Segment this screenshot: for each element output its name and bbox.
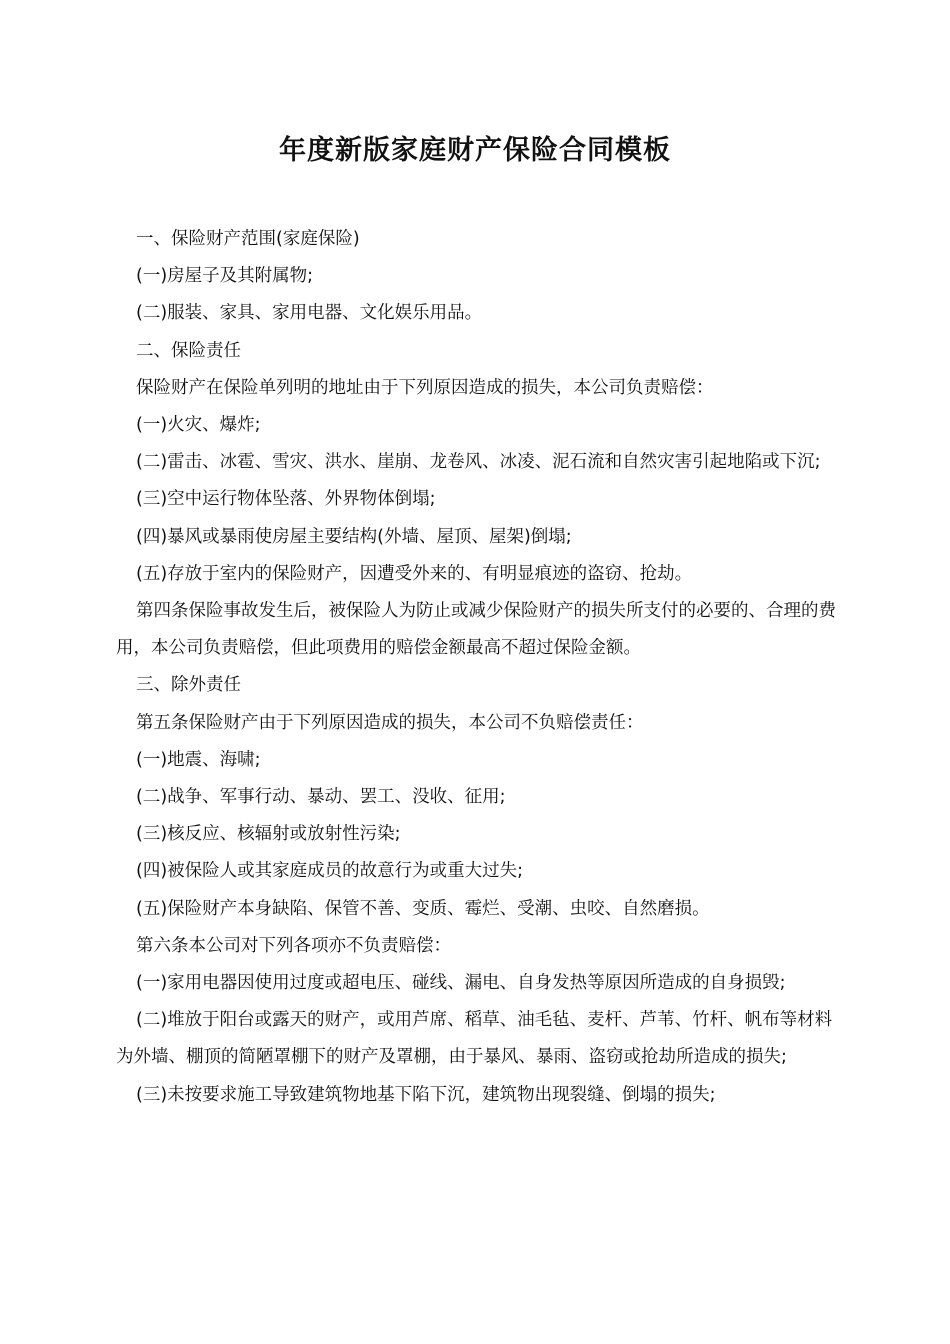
list-item: (三)未按要求施工导致建筑物地基下陷下沉，建筑物出现裂缝、倒塌的损失; [136,1084,716,1105]
list-item: (二)战争、军事行动、暴动、罢工、没收、征用; [136,787,506,808]
list-item: (一)地震、海啸; [136,749,261,770]
document-title: 年度新版家庭财产保险合同模板 [279,135,671,166]
list-item: (一)房屋子及其附属物; [136,266,314,287]
paragraph: 第六条本公司对下列各项亦不负责赔偿： [136,935,451,956]
section-heading-insured-property: 一、保险财产范围(家庭保险) [136,229,360,249]
paragraph: 第五条保险财产由于下列原因造成的损失，本公司不负赔偿责任： [136,712,644,733]
list-item: (四)被保险人或其家庭成员的故意行为或重大过失; [136,861,524,882]
list-item: (五)存放于室内的保险财产，因遭受外来的、有明显痕迹的盗窃、抢劫。 [136,563,693,584]
list-item: (三)空中运行物体坠落、外界物体倒塌; [136,489,436,510]
list-item: (一)火灾、爆炸; [136,415,261,436]
list-item: (二)雷击、冰雹、雪灾、洪水、崖崩、龙卷风、冰凌、泥石流和自然灾害引起地陷或下沉; [136,452,821,473]
list-item: (三)核反应、核辐射或放射性污染; [136,824,401,845]
list-item: (一)家用电器因使用过度或超电压、碰线、漏电、自身发热等原因所造成的自身损毁; [136,973,786,994]
paragraph: 保险财产在保险单列明的地址由于下列原因造成的损失，本公司负责赔偿： [136,377,714,398]
section-heading-exclusions: 三、除外责任 [136,675,241,696]
list-item: (五)保险财产本身缺陷、保管不善、变质、霉烂、受潮、虫咬、自然磨损。 [136,898,710,919]
paragraph: 第四条保险事故发生后，被保险人为防止或减少保险财产的损失所支付的必要的、合理的费用，本公司负责赔偿，但此项费用的赔偿金额最高不超过保险金额。 [116,601,836,659]
list-item: (二)堆放于阳台或露天的财产，或用芦席、稻草、油毛毡、麦杆、芦苇、竹杆、帆布等材料为外墙、棚顶的简陋罩棚下的财产及罩棚，由于暴风、暴雨、盗窃或抢劫所造成的损失; [116,1010,833,1068]
list-item: (四)暴风或暴雨使房屋主要结构(外墙、屋顶、屋架)倒塌; [136,526,572,547]
document-body [116,221,838,1114]
list-item: (二)服装、家具、家用电器、文化娱乐用品。 [136,303,483,324]
section-heading-liability: 二、保险责任 [136,340,241,361]
